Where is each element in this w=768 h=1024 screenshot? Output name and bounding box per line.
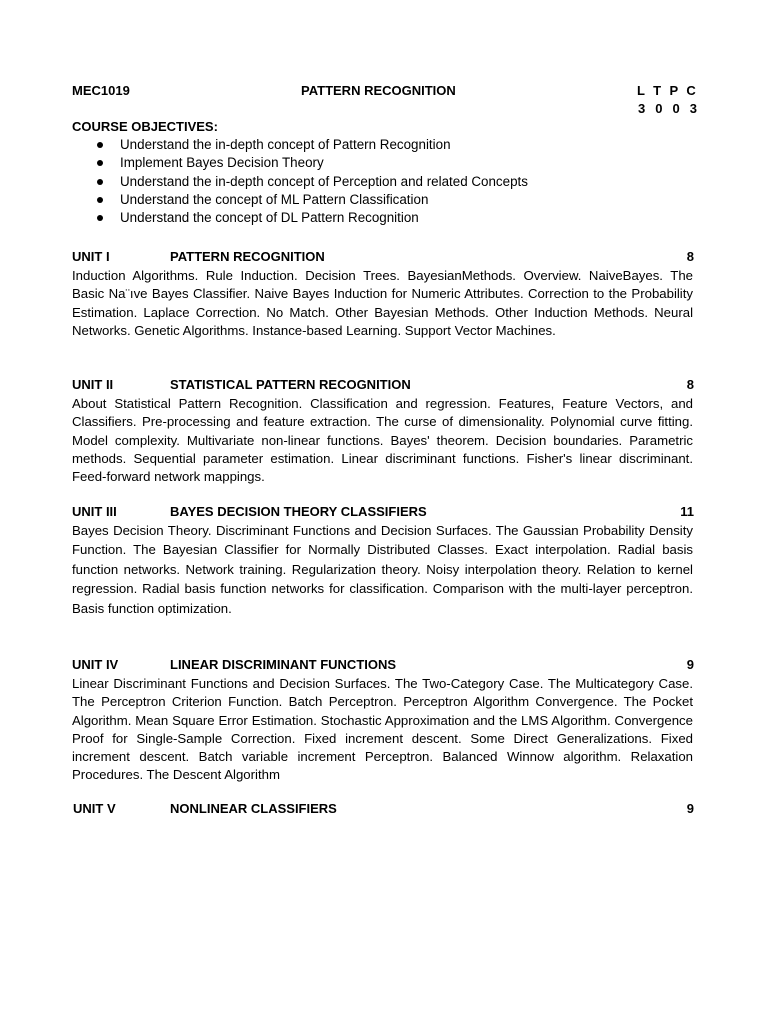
- unit-3-body: Bayes Decision Theory. Discriminant Functions and Decision Surfaces. The Gaussian Probability Density Function. The Bayesian Classifier for Normally Distributed Classes. Exact interpolation. Radial basis function networks. Network training. Regularization theory. Noisy interpolation theory. Relation to kernel regression. Radial basis function networks for classification. Comparison with the multi-layer perceptron. Basis function optimization.: [72, 523, 693, 616]
- unit-hours: 8: [686, 249, 694, 264]
- unit-title: NONLINEAR CLASSIFIERS: [170, 801, 337, 816]
- unit-title: BAYES DECISION THEORY CLASSIFIERS: [170, 504, 427, 519]
- course-title: PATTERN RECOGNITION: [301, 83, 456, 98]
- unit-3-heading: [72, 504, 694, 522]
- unit-hours: 9: [686, 657, 694, 672]
- ltpc-values: 3 0 0 3: [638, 101, 701, 116]
- course-code: MEC1019: [72, 83, 130, 98]
- unit-2-body: About Statistical Pattern Recognition. Classification and regression. Features, Feature Vectors, and Classifiers. Pre-processing and feature extraction. The curse of dimensionality. Polynomial curve fitting. Model complexity. Multivariate non-linear functions. Bayes' theorem. Decision boundaries. Parametric methods. Sequential parameter estimation. Linear discriminant functions. Fisher's linear discriminant. Feed-forward network mappings.: [72, 396, 693, 485]
- unit-4-heading: [72, 657, 694, 675]
- bullet-icon: [97, 142, 103, 148]
- unit-number: UNIT III: [72, 504, 117, 519]
- bullet-icon: [97, 215, 103, 221]
- list-item: Understand the concept of DL Pattern Recognition: [96, 209, 528, 227]
- unit-hours: 9: [686, 801, 694, 816]
- list-item: Understand the concept of ML Pattern Classification: [96, 191, 528, 209]
- unit-5-heading: [72, 801, 694, 819]
- unit-title: LINEAR DISCRIMINANT FUNCTIONS: [170, 657, 397, 672]
- objectives-heading: COURSE OBJECTIVES:: [72, 119, 218, 134]
- list-item: Understand the in-depth concept of Perception and related Concepts: [96, 173, 528, 191]
- unit-title: STATISTICAL PATTERN RECOGNITION: [170, 377, 411, 392]
- unit-hours: 11: [680, 504, 694, 519]
- unit-number: UNIT II: [72, 377, 114, 392]
- bullet-icon: [97, 160, 103, 166]
- unit-title: PATTERN RECOGNITION: [170, 249, 325, 264]
- bullet-icon: [97, 197, 103, 203]
- list-item: Implement Bayes Decision Theory: [96, 154, 528, 172]
- objectives-list: [96, 136, 528, 227]
- unit-1-body: Induction Algorithms. Rule Induction. Decision Trees. BayesianMethods. Overview. NaiveBayes. The Basic Na¨ıve Bayes Classifier. Naive Bayes Induction for Numeric Attributes. Correction to the Probability Estimation. Laplace Correction. No Match. Other Bayesian Methods. Other Induction Methods. Neural Networks. Genetic Algorithms. Instance-based Learning. Support Vector Machines.: [72, 268, 693, 338]
- unit-2-heading: [72, 377, 694, 395]
- unit-1-heading: [72, 249, 694, 267]
- unit-number: UNIT I: [72, 249, 110, 264]
- unit-number: UNIT V: [73, 801, 116, 816]
- ltpc-label: L T P C: [637, 83, 699, 98]
- bullet-icon: [97, 179, 103, 185]
- unit-number: UNIT IV: [72, 657, 119, 672]
- unit-4-body: Linear Discriminant Functions and Decision Surfaces. The Two-Category Case. The Multicategory Case. The Perceptron Criterion Function. Batch Perceptron. Perceptron Algorithm Convergence. The Pocket Algorithm. Mean Square Error Estimation. Stochastic Approximation and the LMS Algorithm. Convergence Proof for Single-Sample Correction. Fixed increment descent. Some Direct Generalizations. Fixed increment descent. Batch variable increment Perceptron. Balanced Winnow algorithm. Relaxation Procedures. The Descent Algorithm: [72, 676, 693, 783]
- list-item: Understand the in-depth concept of Pattern Recognition: [96, 136, 528, 154]
- unit-hours: 8: [686, 377, 694, 392]
